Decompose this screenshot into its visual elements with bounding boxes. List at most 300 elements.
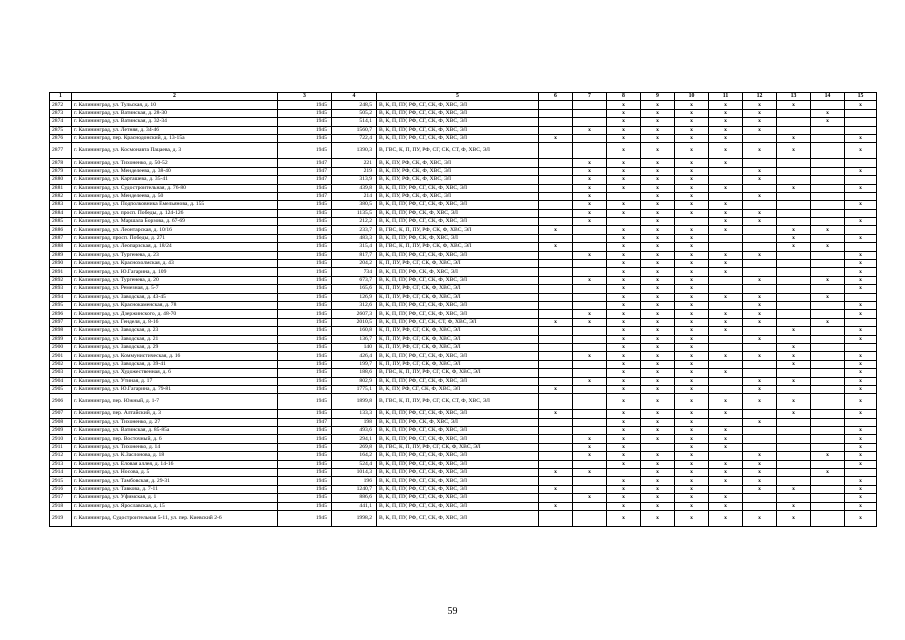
mark-cell-col-8: х bbox=[607, 301, 641, 309]
mark-cell-col-13 bbox=[777, 218, 811, 226]
mark-cell-col-6: х bbox=[539, 410, 573, 418]
mark-cell-col-12: х bbox=[743, 335, 777, 343]
year-cell: 1947 bbox=[278, 159, 332, 167]
mark-cell-col-13: х bbox=[777, 327, 811, 335]
mark-cell-col-11 bbox=[709, 276, 743, 284]
mark-cell-col-12 bbox=[743, 369, 777, 377]
mark-cell-col-12 bbox=[743, 159, 777, 167]
area-cell: 164,2 bbox=[332, 452, 377, 460]
row-number-cell: 2879 bbox=[50, 167, 72, 175]
mark-cell-col-12 bbox=[743, 502, 777, 510]
equipment-cell: В, К, П, ПУ, РФ, СГ, СК, Ф, ХВС, ЭЛ bbox=[377, 134, 539, 142]
mark-cell-col-10: х bbox=[675, 101, 709, 109]
mark-cell-col-12 bbox=[743, 226, 777, 234]
table-row bbox=[50, 218, 877, 226]
row-number-cell: 2917 bbox=[50, 494, 72, 502]
mark-cell-col-13 bbox=[777, 452, 811, 460]
mark-cell-col-9: х bbox=[641, 285, 675, 293]
table-row bbox=[50, 477, 877, 485]
mark-cell-col-15: х bbox=[845, 369, 877, 377]
address-cell: г. Калининград, ул. Коммунистическая, д. 16 bbox=[72, 352, 278, 360]
year-cell: 1945 bbox=[278, 385, 332, 393]
mark-cell-col-11: х bbox=[709, 118, 743, 126]
mark-cell-col-10: х bbox=[675, 118, 709, 126]
mark-cell-col-10: х bbox=[675, 352, 709, 360]
equipment-cell: В, ГВС, К, П, ПУ, РФ, СГ, СК, СТ, Ф, ХВС, ЭЛ bbox=[377, 394, 539, 410]
address-cell: г. Калининград, ул. Летняя, д. 34-46 bbox=[72, 126, 278, 134]
mark-cell-col-10: х bbox=[675, 184, 709, 192]
year-cell: 1945 bbox=[278, 293, 332, 301]
area-cell: 734 bbox=[332, 268, 377, 276]
mark-cell-col-15: х bbox=[845, 485, 877, 493]
mark-cell-col-13 bbox=[777, 251, 811, 259]
table-row bbox=[50, 360, 877, 368]
year-cell: 1945 bbox=[278, 226, 332, 234]
area-cell: 140 bbox=[332, 343, 377, 351]
mark-cell-col-12: х bbox=[743, 176, 777, 184]
row-number-cell: 2905 bbox=[50, 385, 72, 393]
row-number-cell: 2873 bbox=[50, 109, 72, 117]
mark-cell-col-11 bbox=[709, 234, 743, 242]
table-row bbox=[50, 443, 877, 451]
mark-cell-col-7: х bbox=[573, 318, 607, 326]
mark-cell-col-14 bbox=[811, 251, 845, 259]
row-number-cell: 2910 bbox=[50, 435, 72, 443]
equipment-cell: К, П, ПУ, РФ, СГ, СК, Ф, ХВС, ЭЛ bbox=[377, 335, 539, 343]
equipment-cell: В, К, П, ПУ, РФ, СК, Ф, ХВС, ЭЛ bbox=[377, 418, 539, 426]
mark-cell-col-7 bbox=[573, 369, 607, 377]
equipment-cell: В, К, П, ПУ, РФ, СГ, СК, Ф, ХВС, ЭЛ bbox=[377, 427, 539, 435]
mark-cell-col-6 bbox=[539, 209, 573, 217]
address-cell: г. Калининград, ул. Уфимская, д. 1 bbox=[72, 494, 278, 502]
row-number-cell: 2899 bbox=[50, 335, 72, 343]
address-cell: г. Калининград, ул. Тавкова, д. 7-11 bbox=[72, 485, 278, 493]
area-cell: 212,2 bbox=[332, 218, 377, 226]
table-row bbox=[50, 427, 877, 435]
table-row bbox=[50, 109, 877, 117]
mark-cell-col-12: х bbox=[743, 218, 777, 226]
mark-cell-col-6 bbox=[539, 310, 573, 318]
column-header-15: 15 bbox=[845, 93, 877, 101]
address-cell: г. Калининград, ул. Заводская, д. 39-41 bbox=[72, 360, 278, 368]
table-row bbox=[50, 352, 877, 360]
mark-cell-col-10: х bbox=[675, 477, 709, 485]
mark-cell-col-12: х bbox=[743, 109, 777, 117]
mark-cell-col-15: х bbox=[845, 427, 877, 435]
mark-cell-col-6: х bbox=[539, 226, 573, 234]
mark-cell-col-15: х bbox=[845, 443, 877, 451]
mark-cell-col-13: х bbox=[777, 343, 811, 351]
mark-cell-col-9: х bbox=[641, 201, 675, 209]
mark-cell-col-11 bbox=[709, 385, 743, 393]
mark-cell-col-14 bbox=[811, 335, 845, 343]
mark-cell-col-7: х bbox=[573, 469, 607, 477]
year-cell: 1945 bbox=[278, 218, 332, 226]
mark-cell-col-8 bbox=[607, 192, 641, 200]
mark-cell-col-13 bbox=[777, 477, 811, 485]
row-number-cell: 2891 bbox=[50, 268, 72, 276]
table-row bbox=[50, 126, 877, 134]
mark-cell-col-6 bbox=[539, 184, 573, 192]
mark-cell-col-14 bbox=[811, 218, 845, 226]
row-number-cell: 2915 bbox=[50, 477, 72, 485]
mark-cell-col-7 bbox=[573, 293, 607, 301]
mark-cell-col-13 bbox=[777, 443, 811, 451]
mark-cell-col-8: х bbox=[607, 318, 641, 326]
area-cell: 221 bbox=[332, 159, 377, 167]
mark-cell-col-7 bbox=[573, 343, 607, 351]
mark-cell-col-7 bbox=[573, 243, 607, 251]
mark-cell-col-15 bbox=[845, 126, 877, 134]
mark-cell-col-10: х bbox=[675, 385, 709, 393]
mark-cell-col-15: х bbox=[845, 460, 877, 468]
address-cell: г. Калининград, пер. Краснодонский, д. 13-15а bbox=[72, 134, 278, 142]
column-header-5: 5 bbox=[377, 93, 539, 101]
mark-cell-col-10: х bbox=[675, 469, 709, 477]
mark-cell-col-12: х bbox=[743, 143, 777, 159]
table-row bbox=[50, 502, 877, 510]
mark-cell-col-7 bbox=[573, 327, 607, 335]
mark-cell-col-13 bbox=[777, 435, 811, 443]
mark-cell-col-13 bbox=[777, 176, 811, 184]
column-header-2: 2 bbox=[72, 93, 278, 101]
mark-cell-col-9: х bbox=[641, 276, 675, 284]
year-cell: 1945 bbox=[278, 310, 332, 318]
equipment-cell: В, К, П, ПУ, РФ, СГ, СК, Ф, ХВС, ЭЛ bbox=[377, 218, 539, 226]
equipment-cell: В, К, П, ПУ, РФ, СГ, СК, Ф, ХВС, ЭЛ bbox=[377, 201, 539, 209]
row-number-cell: 2900 bbox=[50, 343, 72, 351]
area-cell: 219 bbox=[332, 167, 377, 175]
mark-cell-col-9: х bbox=[641, 126, 675, 134]
mark-cell-col-11 bbox=[709, 418, 743, 426]
mark-cell-col-8: х bbox=[607, 335, 641, 343]
mark-cell-col-12: х bbox=[743, 101, 777, 109]
row-number-cell: 2893 bbox=[50, 285, 72, 293]
mark-cell-col-12: х bbox=[743, 192, 777, 200]
mark-cell-col-11: х bbox=[709, 293, 743, 301]
mark-cell-col-15: х bbox=[845, 184, 877, 192]
row-number-cell: 2908 bbox=[50, 418, 72, 426]
mark-cell-col-6 bbox=[539, 159, 573, 167]
mark-cell-col-14: х bbox=[811, 118, 845, 126]
mark-cell-col-12: х bbox=[743, 251, 777, 259]
year-cell: 1945 bbox=[278, 209, 332, 217]
mark-cell-col-9: х bbox=[641, 352, 675, 360]
mark-cell-col-11: х bbox=[709, 218, 743, 226]
table-row bbox=[50, 184, 877, 192]
mark-cell-col-14 bbox=[811, 268, 845, 276]
mark-cell-col-7: х bbox=[573, 251, 607, 259]
mark-cell-col-11: х bbox=[709, 101, 743, 109]
equipment-cell: В, К, П, ПУ, РФ, СК, Ф, ХВС, ЭЛ bbox=[377, 268, 539, 276]
address-cell: г. Калининград, пер. Восточный, д. 6 bbox=[72, 435, 278, 443]
mark-cell-col-11: х bbox=[709, 209, 743, 217]
area-cell: 426,4 bbox=[332, 352, 377, 360]
mark-cell-col-8: х bbox=[607, 310, 641, 318]
table-row bbox=[50, 268, 877, 276]
mark-cell-col-10: х bbox=[675, 109, 709, 117]
area-cell: 673,7 bbox=[332, 276, 377, 284]
area-cell: 294,1 bbox=[332, 435, 377, 443]
mark-cell-col-6 bbox=[539, 510, 573, 526]
column-header-14: 14 bbox=[811, 93, 845, 101]
mark-cell-col-9: х bbox=[641, 310, 675, 318]
mark-cell-col-13 bbox=[777, 126, 811, 134]
page-number: 59 bbox=[447, 606, 458, 617]
mark-cell-col-8: х bbox=[607, 209, 641, 217]
mark-cell-col-14 bbox=[811, 285, 845, 293]
address-cell: г. Калининград, ул. Подполковника Емельянова, д. 155 bbox=[72, 201, 278, 209]
equipment-cell: В, К, ПУ, РФ, СК, Ф, ХВС, ЭЛ bbox=[377, 167, 539, 175]
mark-cell-col-10: х bbox=[675, 226, 709, 234]
mark-cell-col-11: х bbox=[709, 435, 743, 443]
table-row bbox=[50, 101, 877, 109]
area-cell: 315,4 bbox=[332, 243, 377, 251]
mark-cell-col-14 bbox=[811, 352, 845, 360]
area-cell: 514,1 bbox=[332, 118, 377, 126]
table-row bbox=[50, 251, 877, 259]
mark-cell-col-9: х bbox=[641, 360, 675, 368]
housing-registry-table bbox=[49, 92, 877, 527]
mark-cell-col-12 bbox=[743, 494, 777, 502]
mark-cell-col-11: х bbox=[709, 226, 743, 234]
row-number-cell: 2875 bbox=[50, 126, 72, 134]
address-cell: г. Калининград, ул. Ватинская, д. 28-30 bbox=[72, 109, 278, 117]
row-number-cell: 2903 bbox=[50, 369, 72, 377]
mark-cell-col-6 bbox=[539, 218, 573, 226]
mark-cell-col-14 bbox=[811, 369, 845, 377]
mark-cell-col-6 bbox=[539, 352, 573, 360]
mark-cell-col-6 bbox=[539, 335, 573, 343]
year-cell: 1945 bbox=[278, 301, 332, 309]
mark-cell-col-9: х bbox=[641, 318, 675, 326]
area-cell: 2010,5 bbox=[332, 318, 377, 326]
mark-cell-col-7 bbox=[573, 268, 607, 276]
mark-cell-col-12 bbox=[743, 360, 777, 368]
mark-cell-col-11: х bbox=[709, 369, 743, 377]
mark-cell-col-7: х bbox=[573, 209, 607, 217]
mark-cell-col-15: х bbox=[845, 510, 877, 526]
mark-cell-col-10: х bbox=[675, 167, 709, 175]
mark-cell-col-8: х bbox=[607, 176, 641, 184]
column-header-9: 9 bbox=[641, 93, 675, 101]
mark-cell-col-13: х bbox=[777, 226, 811, 234]
mark-cell-col-6 bbox=[539, 418, 573, 426]
mark-cell-col-15: х bbox=[845, 218, 877, 226]
mark-cell-col-13 bbox=[777, 209, 811, 217]
mark-cell-col-13 bbox=[777, 418, 811, 426]
mark-cell-col-9: х bbox=[641, 510, 675, 526]
area-cell: 160,8 bbox=[332, 327, 377, 335]
mark-cell-col-8: х bbox=[607, 435, 641, 443]
mark-cell-col-9: х bbox=[641, 226, 675, 234]
area-cell: 524,4 bbox=[332, 460, 377, 468]
table-row bbox=[50, 293, 877, 301]
mark-cell-col-12 bbox=[743, 343, 777, 351]
mark-cell-col-6: х bbox=[539, 502, 573, 510]
year-cell: 1945 bbox=[278, 343, 332, 351]
row-number-cell: 2878 bbox=[50, 159, 72, 167]
equipment-cell: К, П, ПУ, РФ, СГ, СК, Ф, ХВС, ЭЛ bbox=[377, 360, 539, 368]
mark-cell-col-14: х bbox=[811, 318, 845, 326]
mark-cell-col-6 bbox=[539, 234, 573, 242]
mark-cell-col-13: х bbox=[777, 502, 811, 510]
row-number-cell: 2883 bbox=[50, 201, 72, 209]
mark-cell-col-13 bbox=[777, 427, 811, 435]
mark-cell-col-15: х bbox=[845, 435, 877, 443]
mark-cell-col-6 bbox=[539, 301, 573, 309]
area-cell: 1560,7 bbox=[332, 126, 377, 134]
table-row bbox=[50, 510, 877, 526]
equipment-cell: В, К, П, ПУ, РФ, СГ, СК, Ф, ХВС, ЭЛ bbox=[377, 251, 539, 259]
address-cell: г. Калининград, ул. Судостроительная, д. 76-80 bbox=[72, 184, 278, 192]
mark-cell-col-14: х bbox=[811, 469, 845, 477]
area-cell: 2607,3 bbox=[332, 310, 377, 318]
table-row bbox=[50, 310, 877, 318]
mark-cell-col-14 bbox=[811, 126, 845, 134]
mark-cell-col-10: х bbox=[675, 460, 709, 468]
table-row bbox=[50, 276, 877, 284]
mark-cell-col-11: х bbox=[709, 201, 743, 209]
mark-cell-col-13 bbox=[777, 109, 811, 117]
address-cell: г. Калининград, ул. Художественная, д. 6 bbox=[72, 369, 278, 377]
mark-cell-col-9: х bbox=[641, 394, 675, 410]
mark-cell-col-11: х bbox=[709, 159, 743, 167]
mark-cell-col-11 bbox=[709, 285, 743, 293]
equipment-cell: В, ГВС, К, П, ПУ, РФ, СК, Ф, ХВС, ЭЛ bbox=[377, 226, 539, 234]
mark-cell-col-15: х bbox=[845, 301, 877, 309]
mark-cell-col-14 bbox=[811, 159, 845, 167]
mark-cell-col-11: х bbox=[709, 251, 743, 259]
address-cell: г. Калининград, ул. Краснокаменская, д. 78 bbox=[72, 301, 278, 309]
address-cell: г. Калининград, ул. Ярославская, д. 15 bbox=[72, 502, 278, 510]
row-number-cell: 2886 bbox=[50, 226, 72, 234]
mark-cell-col-14 bbox=[811, 101, 845, 109]
table-row bbox=[50, 394, 877, 410]
mark-cell-col-6: х bbox=[539, 318, 573, 326]
mark-cell-col-11: х bbox=[709, 184, 743, 192]
year-cell: 1945 bbox=[278, 502, 332, 510]
mark-cell-col-14 bbox=[811, 201, 845, 209]
mark-cell-col-11 bbox=[709, 360, 743, 368]
mark-cell-col-14 bbox=[811, 443, 845, 451]
address-cell: г. Калининград, ул. Ватинская, д. 85-85а bbox=[72, 427, 278, 435]
mark-cell-col-10: х bbox=[675, 327, 709, 335]
equipment-cell: В, ГВС, К, П, ПУ, РФ, СГ, СК, Ф, ХВС, ЭЛ bbox=[377, 443, 539, 451]
area-cell: 802,9 bbox=[332, 377, 377, 385]
mark-cell-col-6 bbox=[539, 443, 573, 451]
table-row bbox=[50, 192, 877, 200]
mark-cell-col-9: х bbox=[641, 460, 675, 468]
mark-cell-col-9: х bbox=[641, 327, 675, 335]
row-number-cell: 2912 bbox=[50, 452, 72, 460]
mark-cell-col-15 bbox=[845, 243, 877, 251]
row-number-cell: 2902 bbox=[50, 360, 72, 368]
area-cell: 188,6 bbox=[332, 369, 377, 377]
year-cell: 1945 bbox=[278, 143, 332, 159]
mark-cell-col-10: х bbox=[675, 134, 709, 142]
mark-cell-col-12: х bbox=[743, 477, 777, 485]
year-cell: 1945 bbox=[278, 184, 332, 192]
mark-cell-col-7: х bbox=[573, 176, 607, 184]
mark-cell-col-8: х bbox=[607, 377, 641, 385]
year-cell: 1945 bbox=[278, 201, 332, 209]
year-cell: 1945 bbox=[278, 410, 332, 418]
row-number-cell: 2904 bbox=[50, 377, 72, 385]
table-row bbox=[50, 159, 877, 167]
address-cell: г. Калининград, ул. Генделя, д. 8-16 bbox=[72, 318, 278, 326]
mark-cell-col-14 bbox=[811, 360, 845, 368]
mark-cell-col-7 bbox=[573, 109, 607, 117]
mark-cell-col-12 bbox=[743, 134, 777, 142]
equipment-cell: В, К, П, ПУ, РФ, СГ, СК, Ф, ХВС, ЭЛ bbox=[377, 510, 539, 526]
row-number-cell: 2874 bbox=[50, 118, 72, 126]
table-body bbox=[50, 93, 877, 527]
mark-cell-col-9: х bbox=[641, 134, 675, 142]
equipment-cell: В, К, П, ПУ, РФ, СГ, СК, Ф, ХВС, ЭЛ bbox=[377, 109, 539, 117]
table-row bbox=[50, 176, 877, 184]
mark-cell-col-13: х bbox=[777, 510, 811, 526]
row-number-cell: 2918 bbox=[50, 502, 72, 510]
mark-cell-col-13 bbox=[777, 385, 811, 393]
mark-cell-col-8: х bbox=[607, 234, 641, 242]
mark-cell-col-10: х bbox=[675, 301, 709, 309]
mark-cell-col-11: х bbox=[709, 410, 743, 418]
row-number-cell: 2890 bbox=[50, 260, 72, 268]
year-cell: 1945 bbox=[278, 460, 332, 468]
mark-cell-col-8: х bbox=[607, 343, 641, 351]
mark-cell-col-8 bbox=[607, 469, 641, 477]
mark-cell-col-10: х bbox=[675, 276, 709, 284]
mark-cell-col-10: х bbox=[675, 502, 709, 510]
mark-cell-col-13: х bbox=[777, 184, 811, 192]
area-cell: 380,5 bbox=[332, 201, 377, 209]
mark-cell-col-10: х bbox=[675, 377, 709, 385]
mark-cell-col-15 bbox=[845, 109, 877, 117]
mark-cell-col-6: х bbox=[539, 385, 573, 393]
mark-cell-col-6 bbox=[539, 452, 573, 460]
mark-cell-col-15: х bbox=[845, 494, 877, 502]
mark-cell-col-11: х bbox=[709, 327, 743, 335]
mark-cell-col-7 bbox=[573, 502, 607, 510]
mark-cell-col-14 bbox=[811, 418, 845, 426]
mark-cell-col-15: х bbox=[845, 385, 877, 393]
table-row bbox=[50, 260, 877, 268]
mark-cell-col-7 bbox=[573, 335, 607, 343]
equipment-cell: В, К, П, ПУ, РФ, СГ, СК, Ф, ХВС, ЭЛ bbox=[377, 377, 539, 385]
table-row bbox=[50, 118, 877, 126]
mark-cell-col-9: х bbox=[641, 477, 675, 485]
mark-cell-col-15: х bbox=[845, 502, 877, 510]
address-cell: г. Калининград, ул. Леопарзская, д. 18/24 bbox=[72, 243, 278, 251]
mark-cell-col-11: х bbox=[709, 394, 743, 410]
mark-cell-col-12 bbox=[743, 427, 777, 435]
mark-cell-col-15: х bbox=[845, 452, 877, 460]
mark-cell-col-12: х bbox=[743, 510, 777, 526]
equipment-cell: В, К, П, ПУ, РФ, СГ, СК, Ф, ХВС, ЭЛ bbox=[377, 460, 539, 468]
mark-cell-col-11: х bbox=[709, 260, 743, 268]
area-cell: 1135,5 bbox=[332, 209, 377, 217]
mark-cell-col-13 bbox=[777, 469, 811, 477]
mark-cell-col-14 bbox=[811, 167, 845, 175]
mark-cell-col-8: х bbox=[607, 460, 641, 468]
mark-cell-col-10: х bbox=[675, 410, 709, 418]
mark-cell-col-13 bbox=[777, 276, 811, 284]
row-number-cell: 2880 bbox=[50, 176, 72, 184]
mark-cell-col-9: х bbox=[641, 209, 675, 217]
mark-cell-col-12: х bbox=[743, 276, 777, 284]
mark-cell-col-7 bbox=[573, 477, 607, 485]
